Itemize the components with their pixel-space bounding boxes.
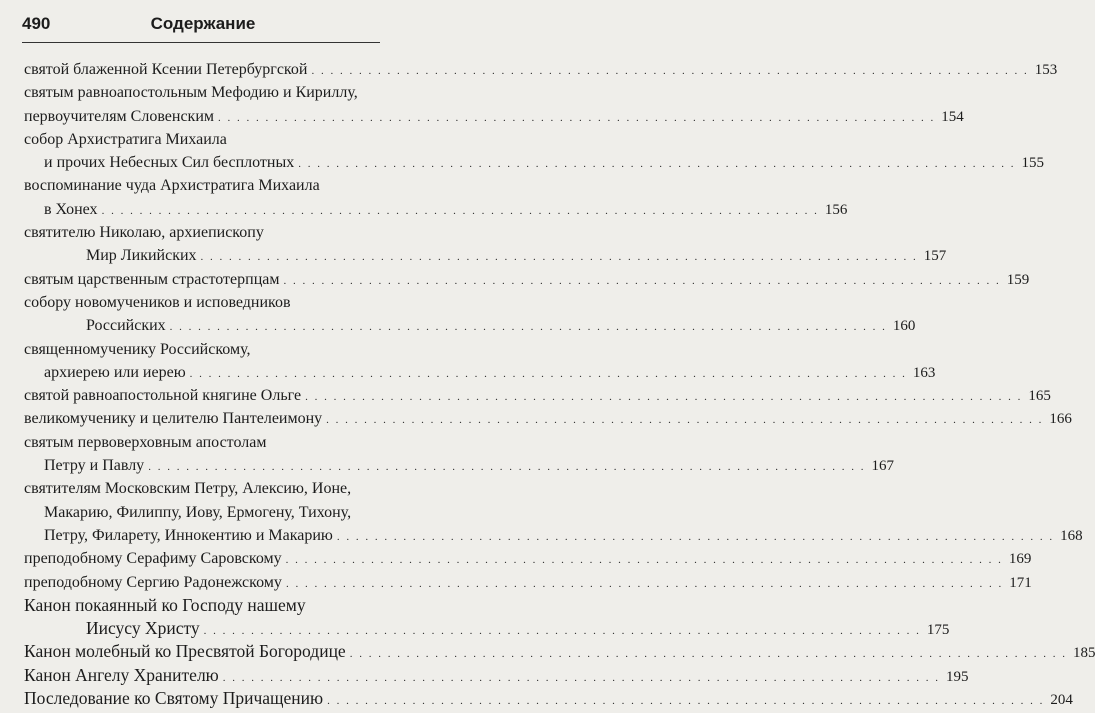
toc-entry-title: святым первоверховным апостолам: [24, 433, 267, 451]
toc-page-number: 204: [1050, 692, 1073, 709]
toc-page-number: 175: [926, 622, 950, 639]
dot-leader: [286, 573, 1003, 596]
toc-page-number: 169: [1008, 551, 1032, 568]
dot-leader: [327, 690, 1044, 713]
toc-page-number: 185: [1072, 645, 1095, 662]
toc-page-number: 165: [1028, 388, 1051, 405]
table-of-contents: [24, 58, 1095, 710]
dot-leader: [298, 153, 1015, 176]
toc-entry: [24, 128, 1044, 175]
dot-leader: [337, 526, 1054, 549]
dot-leader: [148, 456, 865, 479]
toc-entry: [24, 477, 1083, 547]
toc-page-number: 195: [946, 668, 969, 685]
toc-entry-title: священномученику Российскому,: [24, 340, 251, 358]
toc-entry: [24, 407, 1072, 430]
toc-entry: [24, 664, 969, 687]
dot-leader: [326, 409, 1043, 432]
dot-leader: [201, 246, 918, 269]
toc-entry-title: преподобному Серафиму Саровскому: [24, 550, 282, 568]
toc-entry-title: Макарию, Филиппу, Иову, Ермогену, Тихону,: [44, 503, 352, 521]
toc-entry: [24, 221, 947, 268]
toc-entry-title: святой блаженной Ксении Петербургской: [24, 61, 308, 78]
dot-leader: [305, 386, 1022, 409]
toc-page-number: 171: [1009, 574, 1032, 591]
toc-entry-title: Канон Ангелу Хранителю: [24, 664, 219, 685]
toc-entry-title: Российских: [86, 317, 166, 335]
toc-entry: [24, 268, 1030, 291]
toc-entry: [24, 291, 916, 338]
toc-entry-title: святителю Николаю, архиепископу: [24, 224, 264, 242]
toc-entry-title: Канон молебный ко Пресвятой Богородице: [24, 641, 346, 662]
toc-entry-title: Петру и Павлу: [44, 457, 145, 475]
toc-entry-title: святым равноапостольным Мефодию и Кириллу,: [24, 84, 358, 102]
toc-entry: [24, 174, 848, 221]
toc-page-number: 153: [1034, 62, 1058, 78]
toc-page-number: 154: [941, 108, 964, 125]
running-header: [22, 14, 384, 40]
toc-page-number: 157: [923, 248, 947, 265]
toc-entry-title: преподобному Сергию Радонежскому: [24, 573, 282, 591]
toc-entry: [24, 81, 964, 128]
toc-entry: [24, 431, 894, 478]
toc-page-number: 156: [824, 201, 848, 218]
toc-page-number: 163: [912, 364, 936, 381]
toc-entry: [24, 547, 1032, 570]
toc-entry-title: Иисусу Христу: [86, 618, 200, 639]
page-number: 490: [22, 14, 51, 33]
toc-page-number: 159: [1006, 271, 1030, 288]
dot-leader: [350, 643, 1067, 666]
dot-leader: [311, 60, 1028, 83]
toc-entry-title: святым царственным страстотерпцам: [24, 270, 280, 288]
toc-entry: [24, 640, 1095, 663]
toc-page-number: 160: [892, 318, 916, 335]
toc-page-number: 167: [871, 458, 894, 475]
toc-entry: [24, 594, 950, 641]
header-rule: [22, 42, 380, 43]
dot-leader: [170, 316, 887, 339]
toc-entry-title: архиерею или иерею: [44, 363, 186, 381]
dot-leader: [190, 363, 907, 386]
toc-entry-title: Петру, Филарету, Иннокентию и Макарию: [44, 526, 333, 544]
toc-entry-title: и прочих Небесных Сил бесплотных: [44, 154, 295, 172]
toc-entry: [24, 687, 1073, 710]
toc-entry-title: в Хонех: [44, 200, 98, 218]
toc-entry-title: первоучителям Словенским: [24, 107, 215, 125]
dot-leader: [284, 270, 1001, 293]
toc-entry-title: великомученику и целителю Пантелеимону: [24, 410, 323, 428]
toc-page-number: 155: [1021, 155, 1044, 172]
toc-page-number: 168: [1060, 527, 1083, 544]
toc-entry-title: святителям Московским Петру, Алексию, Ионе,: [24, 480, 352, 498]
toc-entry-title: воспоминание чуда Архистратига Михаила: [24, 177, 320, 195]
dot-leader: [218, 107, 935, 130]
dot-leader: [286, 549, 1003, 572]
toc-entry: [24, 384, 1051, 407]
toc-entry: [24, 58, 1058, 81]
toc-entry: [24, 571, 1032, 594]
toc-entry-title: Канон покаянный ко Господу нашему: [24, 594, 306, 615]
toc-entry-title: святой равноапостольной княгине Ольге: [24, 387, 302, 405]
dot-leader: [102, 200, 819, 223]
toc-entry-title: собору новомучеников и исповедников: [24, 293, 291, 311]
page-title: Содержание: [150, 14, 256, 33]
toc-page-number: 166: [1049, 411, 1072, 428]
toc-entry-title: Последование ко Святому Причащению: [24, 688, 324, 709]
toc-entry: [24, 338, 936, 385]
toc-entry-title: собор Архистратига Михаила: [24, 130, 227, 148]
toc-entry-title: Мир Ликийских: [86, 247, 197, 265]
